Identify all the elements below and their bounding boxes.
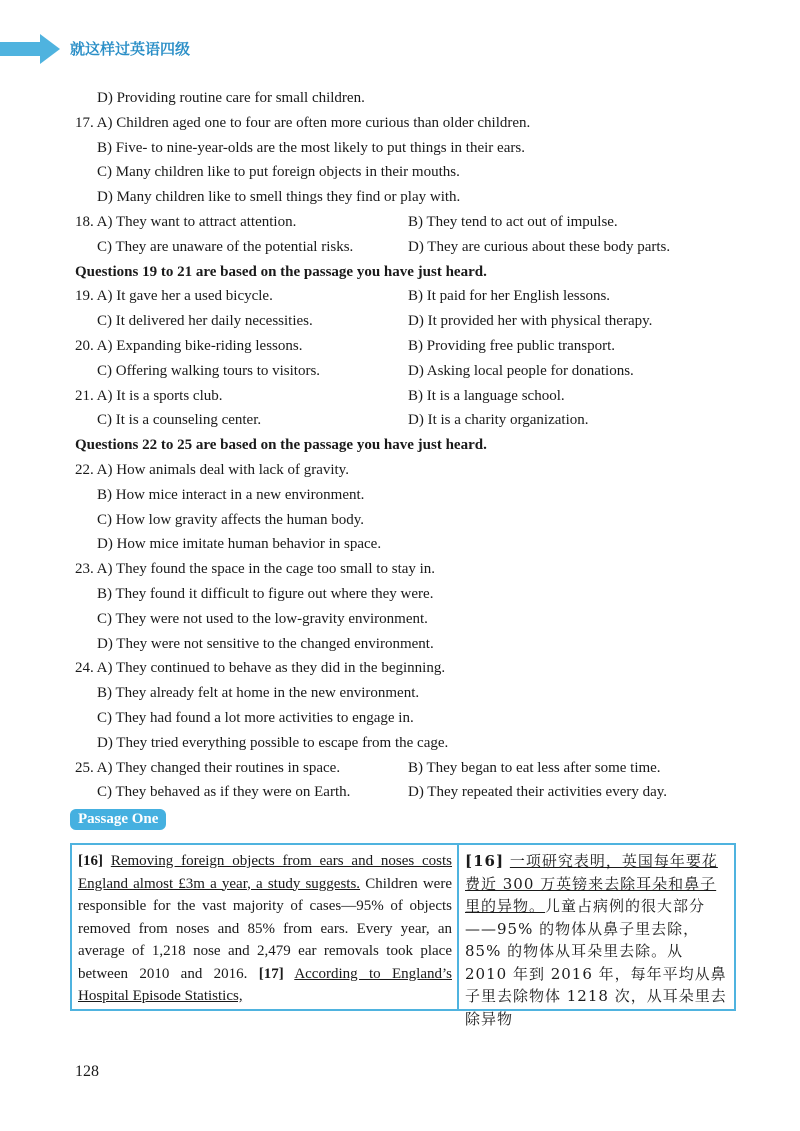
option-text: 19. A) It gave her a used bicycle. [75,288,273,305]
option-text: C) Offering walking tours to visitors. [97,362,321,379]
question-line [75,309,705,334]
marker-16: [16] [78,853,103,869]
question-line [75,632,705,657]
question-line [75,458,705,483]
option-text-col2: D) It provided her with physical therapy. [408,313,653,330]
option-text: D) They tried everything possible to escape from the cage. [97,734,449,751]
marker-16-cn: [16] [465,852,505,870]
option-text: 23. A) They found the space in the cage too small to stay in. [75,561,436,578]
option-text: D) Providing routine care for small children. [97,90,365,106]
option-text: B) How mice interact in a new environment. [97,486,365,503]
page-number: 128 [75,1063,99,1080]
option-text: 20. A) Expanding bike-riding lessons. [75,337,303,354]
question-line [75,706,705,731]
header-bar [0,42,40,56]
option-text-col2: B) They tend to act out of impulse. [408,213,618,230]
option-text: C) They are unaware of the potential risks. [97,238,354,255]
option-text: B) They already felt at home in the new environment. [97,685,420,702]
section-heading [75,260,705,285]
question-line [75,136,705,161]
option-text: 17. A) Children aged one to four are often more curious than older children. [75,114,531,131]
option-text: C) They were not used to the low-gravity environment. [97,610,428,627]
question-line [75,532,705,557]
underlined-sentence-16-cn: 一项研究表明，英国每年要花费近 300 万英镑来去除耳朵和鼻子里的异物。 [465,852,718,915]
option-text-col2: B) They began to eat less after some time. [408,759,661,776]
question-line [75,756,705,781]
option-text-col2: D) They are curious about these body parts. [408,238,671,255]
option-text-col2: D) They repeated their activities every day. [408,784,668,801]
question-line [75,111,705,136]
page-header [0,34,800,64]
column-divider [457,845,459,1009]
question-line [75,384,705,409]
option-text: 21. A) It is a sports club. [75,387,223,404]
question-line [75,681,705,706]
option-text-col2: B) It paid for her English lessons. [408,288,611,305]
option-text: C) They behaved as if they were on Earth. [97,784,351,801]
question-line [75,284,705,309]
option-text-col2: B) It is a language school. [408,387,565,404]
question-line [75,185,705,210]
option-text: D) Many children like to smell things they find or play with. [97,189,461,206]
option-text: 18. A) They want to attract attention. [75,213,297,230]
question-line [75,582,705,607]
option-text-col2: B) Providing free public transport. [408,337,616,354]
question-line [75,508,705,533]
underlined-sentence-16: Removing foreign objects from ears and noses costs England almost £3m a year, a study suggests. [78,853,453,892]
option-text: Questions 22 to 25 are based on the passage you have just heard. [75,437,487,454]
option-text: C) They had found a lot more activities to engage in. [97,709,414,726]
option-text-col2: D) It is a charity organization. [408,412,589,429]
option-text: B) Five- to nine-year-olds are the most likely to put things in their ears. [97,139,525,156]
option-text: C) How low gravity affects the human body. [97,511,365,528]
option-text: C) It is a counseling center. [97,412,262,429]
option-text: C) Many children like to put foreign objects in their mouths. [97,164,460,181]
option-text: B) They found it difficult to figure out where they were. [97,585,434,602]
passage-body-cn: 儿童占病例的很大部分——95% 的物体从鼻子里去除，85% 的物体从耳朵里去除。从 2010 年到 2016 年，每年平均从鼻子里去除物体 1218 次，从耳朵里去除异物 [465,897,727,1028]
marker-17: [17] [258,965,284,982]
passage-box [70,843,736,1028]
option-text: 22. A) How animals deal with lack of gravity. [75,461,349,478]
question-line [75,483,705,508]
question-line [75,731,705,756]
option-text: 24. A) They continued to behave as they did in the beginning. [75,660,446,677]
option-text-col2: D) Asking local people for donations. [408,362,634,379]
question-line [75,408,705,433]
question-line [75,656,705,681]
question-line [75,607,705,632]
question-line [75,210,705,235]
question-line [75,334,705,359]
passage-tag: Passage One [70,809,166,830]
section-heading [75,433,705,458]
question-list [75,86,705,805]
option-text: 25. A) They changed their routines in space. [75,759,341,776]
option-text: C) It delivered her daily necessities. [97,313,313,330]
question-line [75,160,705,185]
passage-chinese [465,850,731,1030]
option-text: D) How mice imitate human behavior in space. [97,536,382,553]
passage-english [78,850,452,1008]
option-text: Questions 19 to 21 are based on the passage you have just heard. [75,263,487,280]
underlined-sentence-17: According to England’s Hospital Episode Statistics, [78,965,452,1004]
book-title: 就这样过英语四级 [70,40,191,58]
question-line [75,235,705,260]
question-line [75,86,705,111]
question-line [75,359,705,384]
header-arrow-icon [40,34,60,64]
question-line [75,780,705,805]
option-text: D) They were not sensitive to the changed environment. [97,635,434,652]
passage-body: Children were responsible for the vast majority of cases—95% of objects removed from noses and 85% from ears. Every year, an average of 1,218 nose and 2,479 ear removals took place between 2010 and 2016. [78,875,452,982]
question-line [75,557,705,582]
